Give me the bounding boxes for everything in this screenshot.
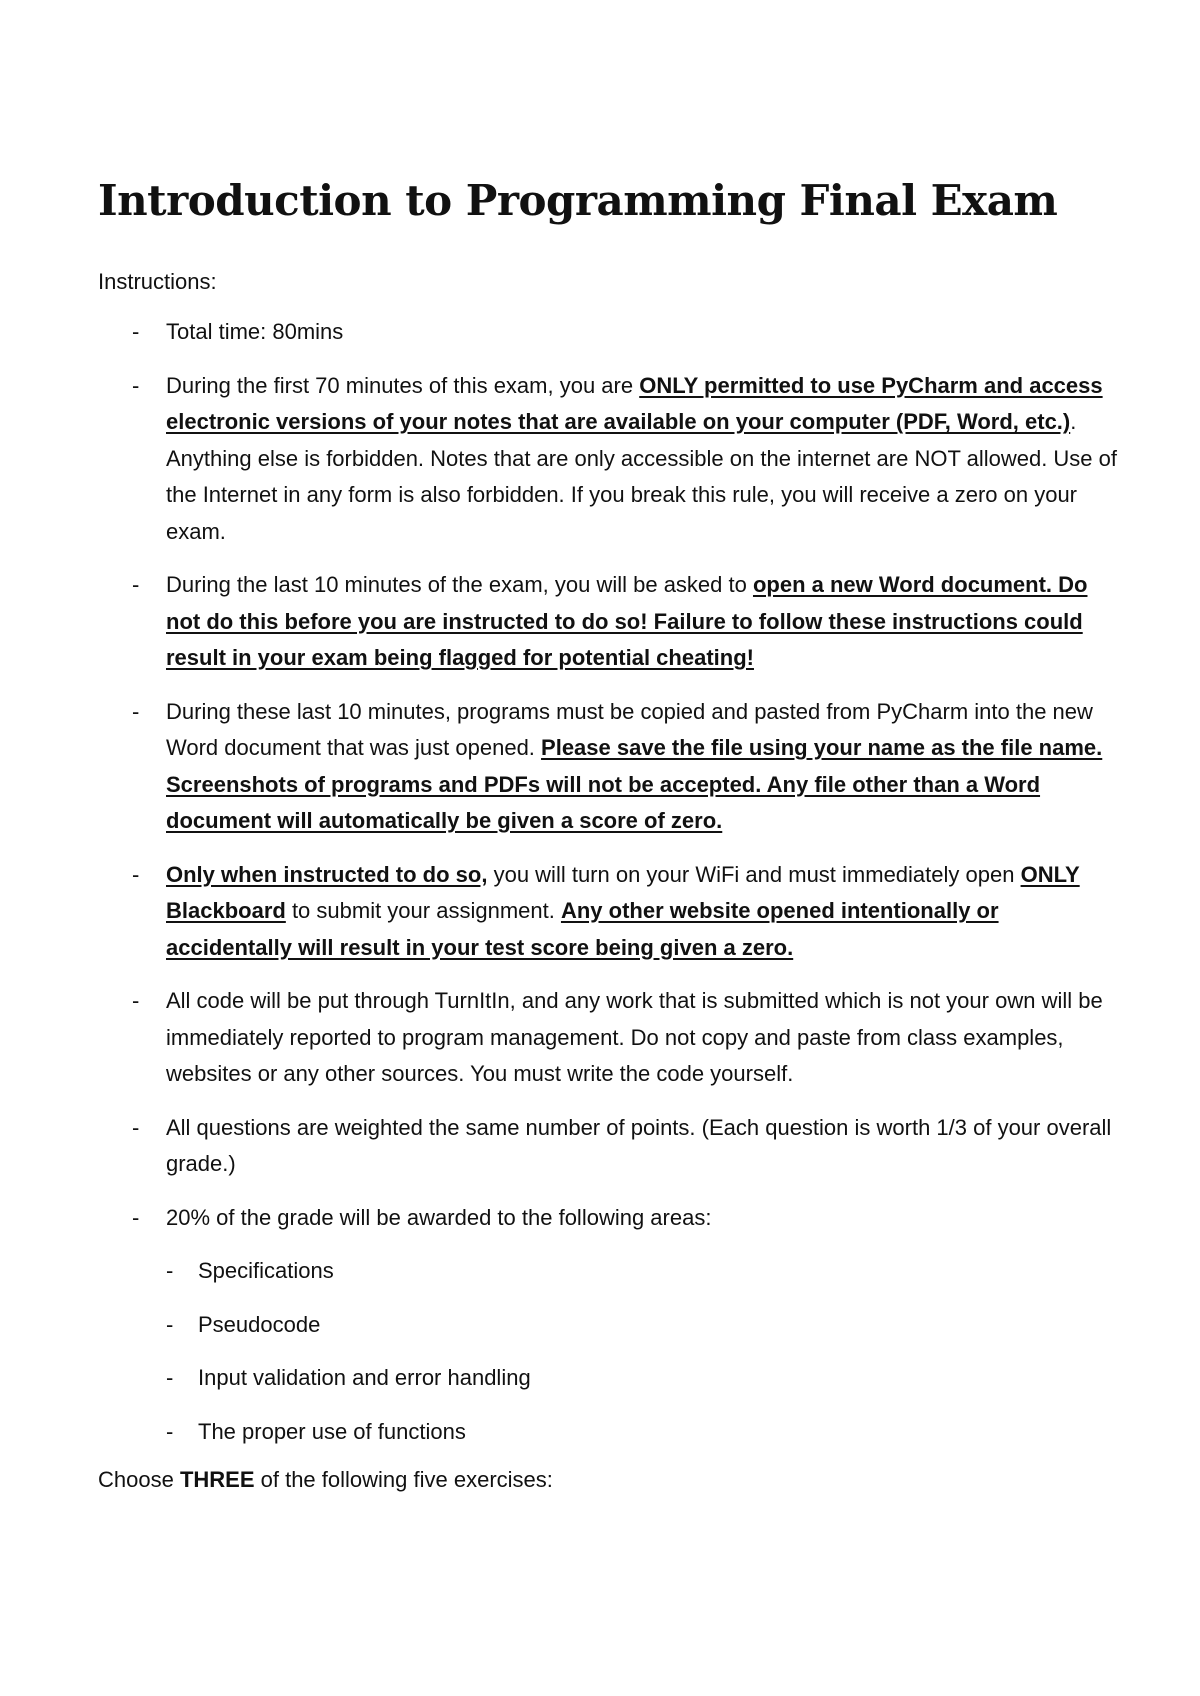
sublist-item — [166, 1307, 1118, 1344]
list-item-word-document — [98, 567, 1118, 677]
list-item-total-time — [98, 314, 1118, 351]
sublist-item-text: Pseudocode — [198, 1311, 321, 1337]
item-emphasis: ONLY Blackboard — [166, 861, 1080, 923]
dash-bullet: - — [132, 698, 140, 724]
grade-areas-sublist — [166, 1253, 1118, 1450]
choose-text: of the following five exercises: — [254, 1467, 553, 1492]
choose-exercises-line — [98, 1462, 553, 1498]
sublist-item — [166, 1253, 1118, 1290]
dash-bullet: - — [166, 1258, 174, 1283]
dash-bullet: - — [132, 372, 140, 398]
item-text: to submit your assignment. — [285, 898, 561, 923]
item-text: Total time: 80mins — [166, 319, 344, 344]
instructions-label: Instructions: — [98, 269, 217, 294]
dash-bullet: - — [132, 861, 140, 887]
dash-bullet: - — [132, 1114, 140, 1140]
choose-text: Choose — [98, 1467, 180, 1492]
sublist-item — [166, 1360, 1118, 1397]
dash-bullet: - — [132, 1204, 140, 1230]
item-text: All code will be put through TurnItIn, and any work that is submitted which is not your own will be immediately reported to program management. Do not copy and paste from class examples, websites or any other sources. You must write the code yourself. — [166, 988, 1103, 1086]
item-text: . Anything else is forbidden. Notes that are only accessible on the internet are NOT allowed. Use of the Internet in any form is also forbidden. If you break this rule, you will receive a zero on your exam. — [166, 409, 1118, 544]
instructions-list — [98, 314, 1118, 1467]
dash-bullet: - — [166, 1311, 174, 1337]
item-text: During the first 70 minutes of this exam, you are — [166, 372, 640, 398]
choose-emphasis: THREE — [179, 1467, 255, 1492]
item-emphasis: Please save the file using your name as the file name. Screenshots of programs and PDFs will not be accepted. Any file other than a Word document will automatically be given a score of zero. — [166, 735, 1103, 833]
list-item-permitted-resources — [98, 368, 1118, 551]
dash-bullet: - — [166, 1418, 174, 1444]
item-text: All questions are weighted the same number of points. (Each question is worth 1/3 of your overall grade.) — [166, 1114, 1112, 1176]
item-text: 20% of the grade will be awarded to the following areas: — [166, 1204, 712, 1230]
item-text: During these last 10 minutes, programs must be copied and pasted from PyCharm into the new Word document that was just opened. — [166, 698, 1093, 760]
dash-bullet: - — [132, 572, 140, 597]
dash-bullet: - — [132, 319, 140, 344]
item-emphasis: open a new Word document. Do not do this before you are instructed to do so! Failure to follow these instructions could result in your exam being flagged for potential cheating! — [166, 572, 1088, 670]
sublist-item-text: Input validation and error handling — [198, 1365, 531, 1390]
sublist-item-text: Specifications — [198, 1258, 334, 1283]
list-item-wifi-blackboard — [98, 857, 1118, 967]
item-emphasis: Any other website opened intentionally or accidentally will result in your test score being given a zero. — [166, 898, 999, 960]
item-text: you will turn on your WiFi and must immediately open — [487, 861, 1021, 887]
item-emphasis: Only when instructed to do so, — [166, 861, 488, 887]
sublist-item — [166, 1414, 1118, 1451]
dash-bullet: - — [132, 988, 140, 1013]
list-item-grade-areas — [98, 1200, 1118, 1451]
dash-bullet: - — [166, 1365, 174, 1390]
document-title: Introduction to Programming Final Exam — [98, 176, 1058, 225]
item-text: During the last 10 minutes of the exam, you will be asked to — [166, 572, 753, 597]
list-item-turnitin — [98, 983, 1118, 1093]
list-item-weighting — [98, 1110, 1118, 1183]
sublist-item-text: The proper use of functions — [198, 1418, 466, 1444]
item-emphasis: ONLY permitted to use PyCharm and access electronic versions of your notes that are available on your computer (PDF, Word, etc.) — [166, 372, 1103, 434]
list-item-copy-programs — [98, 694, 1118, 840]
